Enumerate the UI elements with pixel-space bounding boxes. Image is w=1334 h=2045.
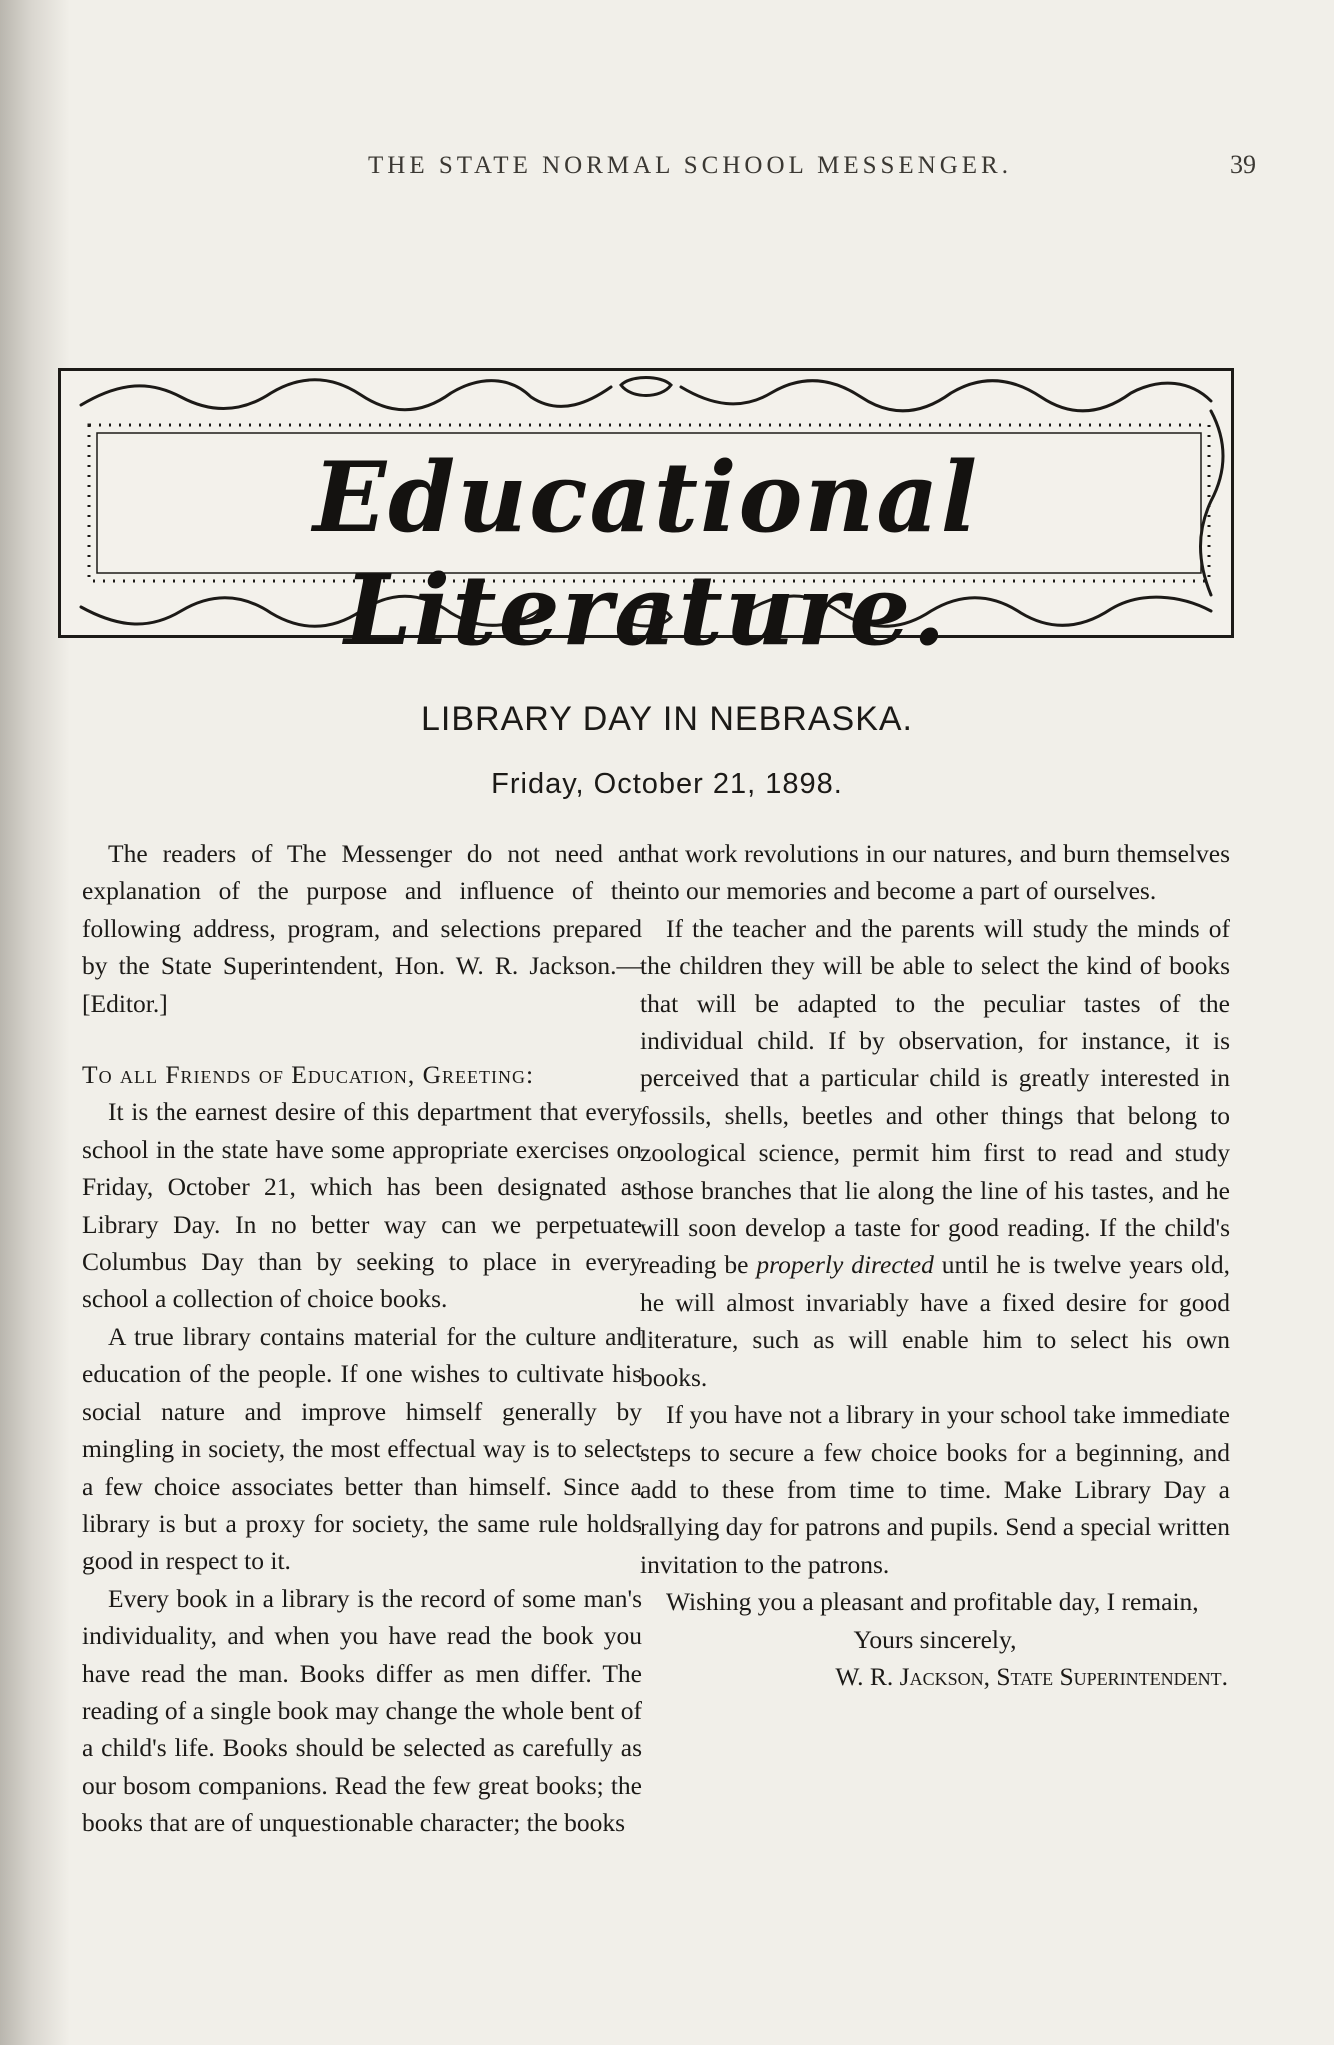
paragraph-text: until he is twelve years old, he will almost invariably have a fixed desire for good literature, such as will enable him to select his own books. (640, 1250, 1230, 1392)
editor-note: The readers of The Messenger do not need an explanation of the purpose and influence of the following address, program, and selections prepared by the State Superintendent, Hon. W. R. Jackson.—[Editor.] (82, 839, 642, 1018)
signature: W. R. Jackson, State Superintendent. (835, 1661, 1228, 1691)
paragraph: It is the earnest desire of this department that every school in the state have some appropriate exercises on Friday, October 21, which has been designated as Library Day. In no better way can we perpetuate Columbus Day than by seeking to place in every school a collection of choice books. (82, 1097, 642, 1314)
right-column (640, 835, 1230, 1695)
salutation: To all Friends of Education, Greeting: (82, 1060, 535, 1090)
paragraph: Wishing you a pleasant and profitable day, I remain, (666, 1587, 1199, 1617)
section-title: Educational Literature. (312, 441, 980, 667)
closing: Yours sincerely, (853, 1624, 1017, 1654)
paragraph: A true library contains material for the culture and education of the people. If one wishes to cultivate his social nature and improve himself generally by mingling in society, the most effectual way is to select a few choice associates better than himself. Since a library is but a proxy for society, the same rule holds good in respect to it. (82, 1321, 642, 1576)
section-banner (58, 368, 1234, 667)
emphasis-text: properly directed (756, 1250, 934, 1280)
article-headline: LIBRARY DAY IN NEBRASKA. (421, 700, 913, 738)
paragraph: Every book in a library is the record of some man's individuality, and when you have read the book you have read the man. Books differ as men differ. The reading of a single book may change the whole bent of a child's life. Books should be selected as carefully as our bosom companions. Read the few great books; the books that are of unquestionable character; the books (82, 1583, 642, 1838)
paragraph: If you have not a library in your school take immediate steps to secure a few choice books for a beginning, and add to these from time to time. Make Library Day a rallying day for patrons and pupils. Send a special written invitation to the patrons. (640, 1400, 1230, 1579)
paragraph-text: If the teacher and the parents will study the minds of the children they will be able to select the kind of books that will be adapted to the peculiar tastes of the individual child. If by observation, for instance, it is perceived that a particular child is greatly interested in fossils, shells, beetles and other things that belong to zoological science, permit him first to read and study those branches that lie along the line of his tastes, and he will soon develop a taste for good reading. If the child's reading be (640, 913, 1230, 1280)
paragraph-continued: that work revolutions in our natures, and burn themselves into our memories and become a part of ourselves. (640, 839, 1230, 906)
page-number: 39 (1230, 150, 1256, 179)
paragraph (640, 910, 1230, 1396)
running-head: THE STATE NORMAL SCHOOL MESSENGER. (368, 152, 1012, 179)
left-column (82, 835, 642, 1842)
binding-shadow (0, 0, 70, 2045)
article-dateline: Friday, October 21, 1898. (491, 768, 843, 800)
